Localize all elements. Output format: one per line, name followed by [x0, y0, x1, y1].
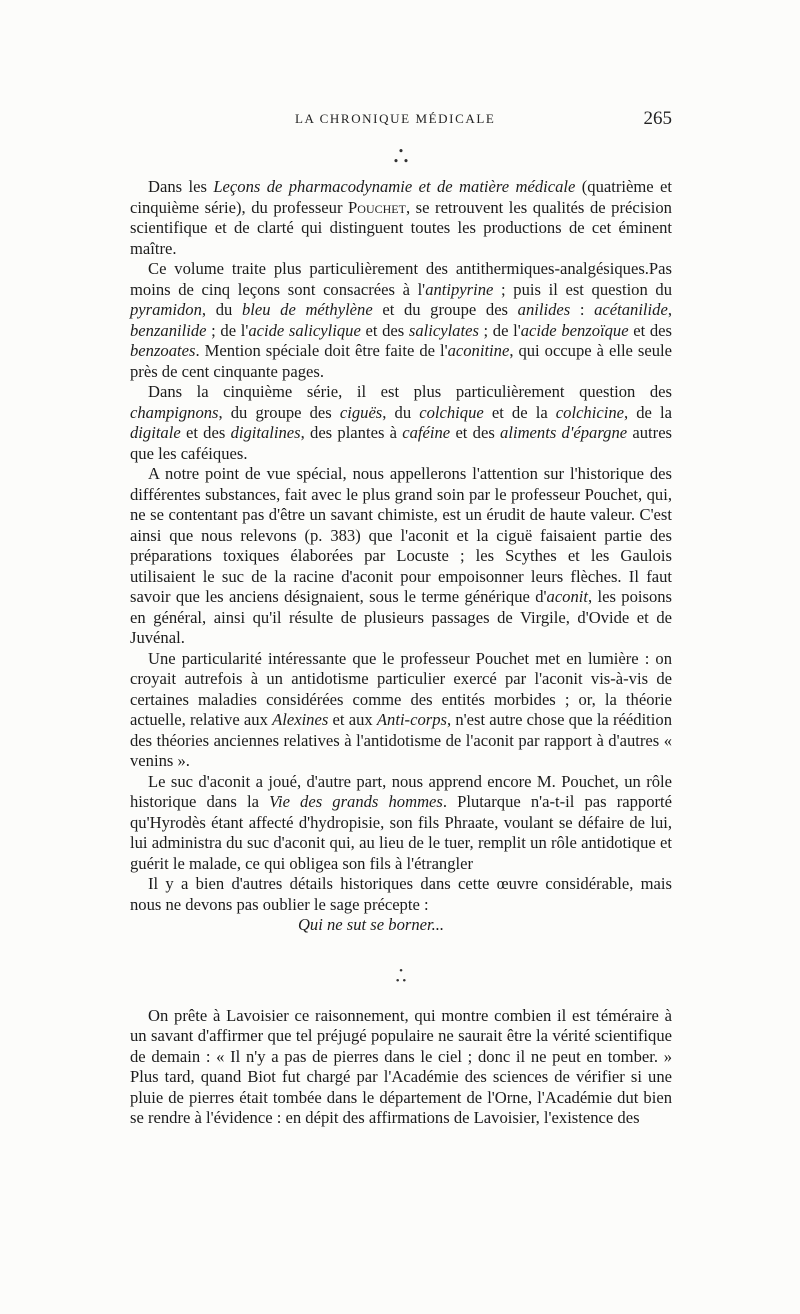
text-run: (quatrième et cinquième série), du professeur: [130, 177, 672, 217]
text-run: , se retrouvent les qualités de précision scientifique et de clarté qui distinguent toutes les productions de cet éminent maître.: [130, 197, 672, 258]
section-ornament-middle: [130, 966, 672, 986]
paragraph: [130, 874, 672, 915]
text-run: et des: [450, 423, 501, 442]
text-run: , qui occupe à elle seule près de cent cinquante pages.: [130, 341, 672, 381]
running-header: [130, 108, 672, 132]
italic-text: caféine: [402, 423, 451, 442]
text-run: , les poisons en général, ainsi qu'il résulte de plusieurs passages de Virgile, d'Ovide et de Juvénal.: [130, 587, 672, 647]
ornament-dot-top: •: [397, 145, 405, 158]
text-run: Dans la cinquième série, il est plus particulièrement question des: [148, 382, 672, 401]
italic-text: Leçons de pharmacodynamie et de matière médicale: [213, 177, 576, 196]
italic-text: antipyrine: [425, 279, 494, 299]
text-run: et du groupe des: [372, 300, 518, 319]
paragraph: [130, 1006, 672, 1129]
italic-text: acide salicylique: [248, 320, 361, 340]
italic-text: anilides: [517, 300, 571, 319]
italic-text: salicylates: [408, 320, 479, 340]
text-run: et de la: [483, 402, 556, 422]
paragraph-group-second: [130, 1006, 672, 1129]
page-number: 265: [643, 108, 672, 129]
text-run: Une particularité intéressante que le professeur Pouchet met en lumière : on croyait autrefois à un antidotisme particulier exercé par l'aconit vis-à-vis de certaines maladies considérées comme des entités morbides ; or, la théorie actuelle, relative aux: [130, 648, 672, 729]
text-run: . Mention spéciale doit être faite de l': [195, 341, 448, 360]
italic-text: colchicine: [555, 402, 624, 422]
italic-text: digitale: [130, 423, 181, 442]
text-run: et aux: [328, 710, 377, 729]
text-run: Ce volume traite plus particulièrement des antithermiques-analgésiques.Pas moins de cinq leçons sont consacrées à l': [130, 259, 672, 299]
quotation: Qui ne sut se borner...: [297, 915, 445, 934]
text-run: ; puis il est question du: [493, 279, 673, 299]
paragraph: [130, 772, 672, 875]
text-run: . Plutarque n'a-t-il pas rapporté qu'Hyrodès étant affecté d'hydropisie, son fils Phraate, voulant se défaire de lui, lui administra du suc d'aconit qui, au lieu de le tuer, remplit un rôle antidotique et guérit le malade, ce qui obligea son fils à l'étrangler: [130, 792, 672, 873]
italic-text: acétanilide: [594, 300, 668, 319]
paragraph-group-first: [130, 177, 672, 915]
italic-text: Vie des grands hommes: [269, 792, 443, 811]
text-run: On prête à Lavoisier ce raisonnement, qui montre combien il est téméraire à un savant d'affirmer que tel préjugé populaire ne saurait être la vérité scientifique de demain : « Il n'y a pas de pierres dans le ciel ; donc il ne peut en tomber. » Plus tard, quand Biot fut chargé par l'Académie des sciences de vérifier si une pluie de pierres était tombée dans le département de l'Orne, l'Académie dut bien se rendre à l'évidence : en dépit des affirmations de Lavoisier, l'existence des: [130, 1005, 672, 1127]
paragraph: [130, 649, 672, 772]
text-run: et des: [628, 320, 672, 340]
text-run: :: [570, 300, 595, 319]
text-run: Dans les: [148, 177, 214, 196]
italic-text: aliments d'épargne: [500, 423, 628, 442]
italic-text: benzanilide: [130, 320, 207, 340]
italic-text: ciguës: [339, 402, 383, 422]
text-run: A notre point de vue spécial, nous appellerons l'attention sur l'historique des différentes substances, fait avec le plus grand soin par le professeur Pouchet, qui, ne se contentant pas d'être un savant chimiste, est un érudit de haute valeur. C'est ainsi que nous relevons (p. 383) que l'aconit et la ciguë faisaient partie des préparations toxiques élaborées par Locuste ; les Scythes et les Gaulois utilisaient le suc de la racine d'aconit pour empoisonner leurs flèches. Il faut savoir que les anciens désignaient, sous le terme générique d': [130, 464, 672, 606]
text-run: et des: [180, 423, 231, 442]
running-title: LA CHRONIQUE MÉDICALE: [295, 111, 496, 126]
italic-text: acide benzoïque: [520, 320, 629, 340]
italic-text: aconit: [546, 587, 588, 606]
italic-text: aconitine: [447, 341, 510, 360]
text-run: et des: [360, 320, 409, 340]
paragraph: [130, 259, 672, 382]
text-run: , du: [382, 402, 420, 422]
italic-text: benzoates: [130, 341, 196, 360]
text-run: ; de l': [478, 320, 521, 340]
italic-text: Anti-corps: [376, 710, 447, 729]
text-run: ; de l': [206, 320, 249, 340]
paragraph: [130, 177, 672, 259]
italic-text: champignons: [130, 402, 219, 422]
italic-text: pyramidon: [130, 300, 202, 319]
ornament-dot-top: •: [399, 964, 403, 977]
paragraph: [130, 464, 672, 649]
text-run: , des plantes à: [300, 423, 403, 442]
text-run: Le suc d'aconit a joué, d'autre part, nous apprend encore M. Pouchet, un rôle historique dans la: [130, 771, 672, 811]
text-run: Il y a bien d'autres détails historiques dans cette œuvre considérable, mais nous ne devons pas oublier le sage précepte :: [130, 874, 672, 914]
italic-text: Alexines: [272, 710, 329, 729]
body-text: [130, 177, 672, 1129]
small-caps-text: Pouchet: [348, 197, 406, 217]
italic-text: bleu de méthylène: [241, 300, 373, 319]
ornament-dots-bottom: • •: [392, 155, 410, 168]
section-ornament: [130, 147, 672, 167]
paragraph: [130, 382, 672, 464]
text-run: , du: [201, 300, 242, 319]
text-run: autres que les caféiques.: [130, 423, 673, 463]
italic-text: digitalines: [230, 423, 301, 442]
ornament-dots-bottom: • •: [395, 974, 407, 987]
text-run: , du groupe des: [218, 402, 340, 422]
italic-text: colchique: [419, 402, 484, 422]
text-run: , de la: [623, 402, 672, 422]
text-run: , n'est autre chose que la réédition des théories anciennes relatives à l'antidotisme de l'aconit par rapport à d'autres « venins ».: [130, 710, 672, 770]
text-run: ,: [667, 300, 672, 319]
